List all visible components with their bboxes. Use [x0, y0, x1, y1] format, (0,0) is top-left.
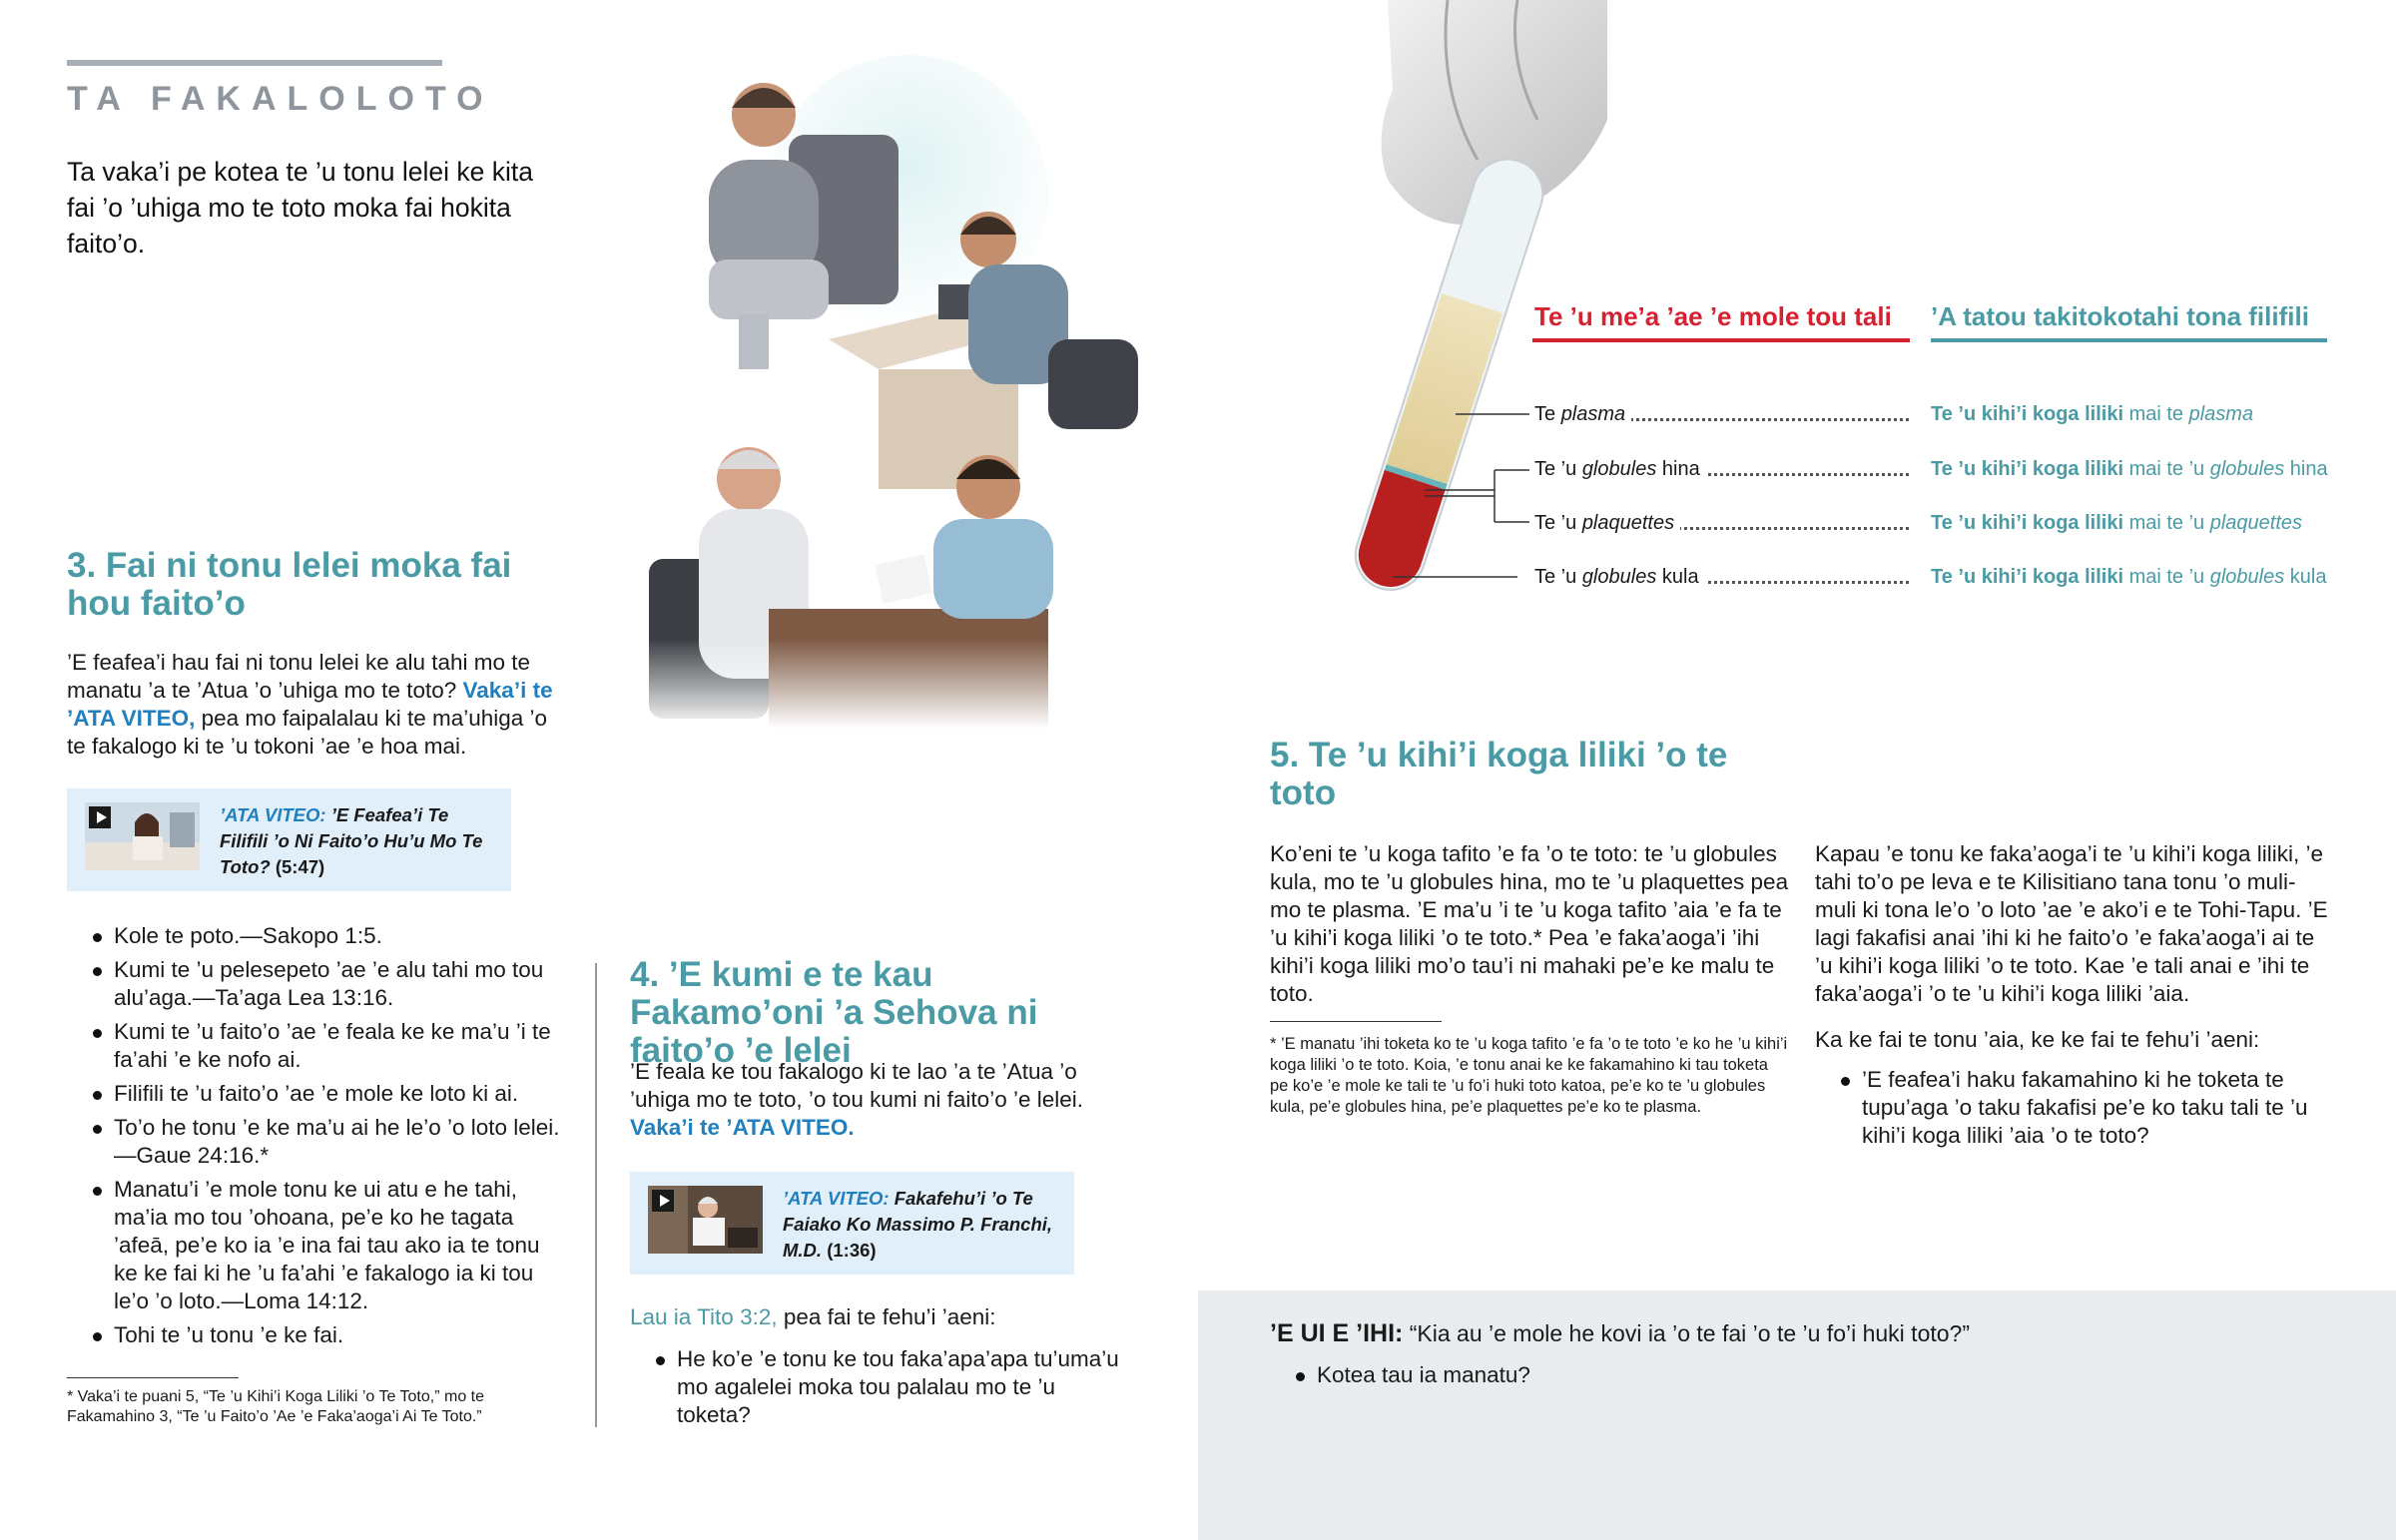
video-thumbnail[interactable]	[648, 1186, 763, 1254]
footnote-rule	[67, 1377, 239, 1378]
review-intro: Ta vaka’i pe kotea te ’u tonu lelei ke kita fai ’o ’uhiga mo te toto moka fai hokita faito’o.	[67, 157, 533, 258]
play-icon[interactable]	[89, 806, 111, 828]
section-5-ask: Ka ke fai te tonu ’aia, ke ke fai te fehu’i ’aeni:	[1815, 1027, 2260, 1052]
list-item: Filifili te ’u faito’o ’ae ’e mole ke loto ki ai.	[67, 1080, 566, 1108]
list-item: Kotea tau ia manatu?	[1270, 1361, 1969, 1389]
section-5-heading: 5. Te ’u kihi’i koga liliki ’o te toto	[1270, 736, 1728, 812]
video-card[interactable]	[67, 788, 511, 891]
list-item: Kole te poto.—Sakopo 1:5.	[67, 922, 566, 950]
section-4-ask	[630, 1303, 1109, 1331]
footnote-rule	[1270, 1021, 1442, 1022]
video-card[interactable]	[630, 1172, 1074, 1275]
doctor-consultation-illustration	[599, 40, 1158, 729]
blood-table-row	[1534, 508, 2333, 538]
some-say-line	[1270, 1318, 2368, 1348]
list-item: Tohi te ’u tonu ’e ke fai.	[67, 1321, 566, 1349]
fraction-component: Te ’u kihi’i koga liliki mai te plasma	[1931, 403, 2254, 425]
section-4-body	[630, 1058, 1109, 1142]
list-item: ’E feafea’i haku fakamahino ki he toketa te tupu’aga ’o taku fakafisi pe’e ko taku tali te ’u kihi’i koga liliki ’aia ’o te toto?	[1815, 1066, 2334, 1150]
section-3-text: ’E feafea’i hau fai ni tonu lelei ke alu tahi mo te manatu ’a te ’Atua ’o ’uhiga mo te toto?	[67, 650, 531, 703]
play-icon[interactable]	[652, 1190, 674, 1212]
blood-table-row	[1534, 562, 2333, 592]
header-rule-teal	[1931, 338, 2327, 342]
video-duration: (5:47)	[275, 856, 325, 877]
fraction-component: Te ’u kihi’i koga liliki mai te ’u plaquettes	[1931, 512, 2303, 534]
some-say-list	[1270, 1361, 1969, 1395]
component-leader-lines	[1378, 394, 1537, 594]
header-rule-red	[1532, 338, 1910, 342]
video-title: Fakafehu’i ’o Te Faiako Ko Massimo P. Franchi, M.D.	[783, 1188, 1053, 1261]
video-label: ’ATA VITEO:	[220, 804, 326, 825]
section-4-text: ’E feala ke tou fakalogo ki te lao ’a te ’Atua ’o ’uhiga mo te toto, ’o tou kumi ni faito’o ’e lelei.	[630, 1059, 1083, 1112]
primary-component: Te ’u plaquettes	[1534, 508, 1680, 538]
footnote: * Vaka’i te puani 5, “Te ’u Kihi’i Koga Liliki ’o Te Toto,” mo te Fakamahino 3, “Te ’u Faito’o ’Ae ’e Faka’aoga’i Ai Te Toto.”	[67, 1388, 484, 1425]
video-duration: (1:36)	[827, 1240, 877, 1261]
some-say-quote: “Kia au ’e mole he kovi ia ’o te fai ’o te ’u fo’i huki toto?”	[1409, 1320, 1970, 1346]
video-title: ’E Feafea’i Te Filifili ’o Ni Faito’o Hu’u Mo Te Toto?	[220, 804, 483, 877]
table-header-personal-choice: ’A tatou takitokotahi tona filifili	[1931, 301, 2309, 331]
video-link[interactable]: Vaka’i te ’ATA VITEO.	[630, 1115, 855, 1140]
blood-table-row	[1534, 454, 2333, 484]
some-say-label: ’E UI E ’IHI:	[1270, 1319, 1404, 1347]
video-thumbnail[interactable]	[85, 802, 200, 870]
scripture-link[interactable]: Lau ia Tito 3:2,	[630, 1304, 778, 1329]
fraction-component: Te ’u kihi’i koga liliki mai te ’u globules hina	[1931, 458, 2328, 480]
section-3-body	[67, 649, 566, 761]
section-4-heading: 4. ’E kumi e te kau Fakamo’oni ’a Sehova ni faito’o ’e lelei	[630, 955, 1038, 1070]
primary-component: Te ’u globules hina	[1534, 454, 1706, 484]
footnote: * ’E manatu ’ihi toketa ko te ’u koga tafito ’e fa ’o te toto ’e ko he ’u kihi’i koga liliki ’o te toto. Koia, ’e tonu anai ke ke fakamahino ki tau toketa pe ko’e ’e mole ke tali te ’u fo’i huki toto katoa, pe’e ko te ’u globules kula, pe’e globules hina, pe’e plaquettes pe’e ko te plasma.	[1270, 1035, 1788, 1116]
video-link[interactable]: Vaka’i te ’ATA VITEO,	[67, 678, 553, 731]
list-item: To’o he tonu ’e ke ma’u ai he le’o ’o loto lelei.—Gaue 24:16.*	[67, 1114, 566, 1170]
table-header-not-accepted: Te ’u me’a ’ae ’e mole tou tali	[1534, 301, 1892, 331]
column-divider	[595, 963, 597, 1427]
section-3-list	[67, 922, 566, 1355]
section-5-column-2: Kapau ’e tonu ke faka’aoga’i te ’u kihi’i koga liliki, ’e tahi to’o pe leva e te Kilisitiano tana tonu ’o muli-muli ki tona le’o ’o loto ’ae ’e ako’i e te Tohi-Tapu. ’E lagi fakafisi anai ’ihi ki he faito’o ’e faka’aoga’i ai te ’u kihi’i koga liliki ’o te toto. Kae ’e tali anai e ’ihi te faka’aoga’i ’o te ’u kihi’i koga liliki ’aia.	[1815, 841, 2328, 1006]
video-label: ’ATA VITEO:	[783, 1188, 890, 1209]
primary-component: Te ’u globules kula	[1534, 562, 1705, 592]
list-item: Kumi te ’u pelesepeto ’ae ’e alu tahi mo tou alu’aga.—Ta’aga Lea 13:16.	[67, 956, 566, 1012]
section-5-column-1: Ko’eni te ’u koga tafito ’e fa ’o te toto: te ’u globules kula, mo te ’u globules hina, mo te ’u plaquettes pea mo te plasma. ’E ma’u ’i te ’u koga tafito ’aia ’e fa te ’u kihi’i koga liliki ’o te toto.* Pea ’e faka’aoga’i ’ihi kihi’i koga liliki mo’o tau’i ni mahaki pe’e ke malu te toto.	[1270, 841, 1789, 1006]
section-3-text-after: pea mo faipalalau ki te ma’uhiga ’o te fakalogo ki te ’u tokoni ’ae ’e hoa mai.	[67, 706, 548, 759]
section-5-list	[1815, 1066, 2334, 1156]
ask-text: pea fai te fehu’i ’aeni:	[783, 1304, 996, 1329]
review-rule	[67, 60, 442, 66]
primary-component: Te plasma	[1534, 399, 1631, 429]
fraction-component: Te ’u kihi’i koga liliki mai te ’u globules kula	[1931, 566, 2327, 588]
list-item: Kumi te ’u faito’o ’ae ’e feala ke ke ma’u ’i te fa’ahi ’e ke nofo ai.	[67, 1018, 566, 1074]
list-item: Manatu’i ’e mole tonu ke ui atu e he tahi, ma’ia mo tou ’ohoana, pe’e ko he tagata ’afeā, pe’e ko ia ’e ina fai tau ako ia te tonu ke ke fai ki he ’u fa’ahi ’e fakalogo ia ki tou le’o ’o loto.—Loma 14:12.	[67, 1176, 566, 1315]
section-4-list	[630, 1345, 1119, 1435]
video-caption	[220, 802, 493, 880]
section-3-heading: 3. Fai ni tonu lelei moka fai hou faito’o	[67, 546, 512, 623]
video-caption	[783, 1186, 1056, 1264]
blood-table-row	[1534, 399, 2333, 429]
list-item: He ko’e ’e tonu ke tou faka’apa’apa tu’uma’u mo agalelei moka tou palalau mo te ’u toketa?	[630, 1345, 1119, 1429]
review-heading: TA FAKALOLOTO	[67, 80, 494, 118]
